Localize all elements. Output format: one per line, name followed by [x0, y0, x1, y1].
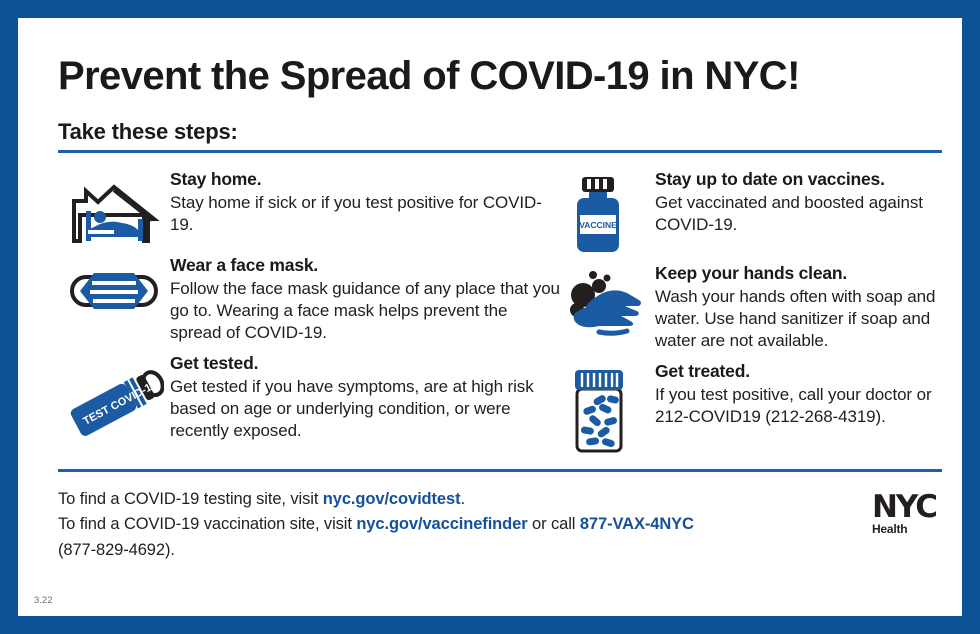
steps-columns [58, 169, 948, 463]
step-body: Follow the face mask guidance of any place that you go to. Wearing a face mask helps prevent the spread of COVID-19. [170, 278, 560, 343]
step-title: Keep your hands clean. [655, 263, 848, 283]
washing-hands-icon [563, 263, 655, 345]
footer-line1-prefix: To find a COVID-19 testing site, visit [58, 489, 323, 508]
face-mask-icon [58, 255, 170, 321]
step-body: Get vaccinated and boosted against COVID-19. [655, 192, 923, 235]
step-title: Stay home. [170, 169, 262, 189]
poster-content [58, 36, 938, 563]
logo-nyc-text: NYC [871, 488, 936, 525]
step-title: Stay up to date on vaccines. [655, 169, 885, 189]
subheading: Take these steps: [58, 119, 238, 144]
footer-line-phone: (877-829-4692). [58, 540, 175, 559]
step-text [655, 263, 948, 353]
covidtest-link[interactable]: nyc.gov/covidtest [322, 489, 461, 508]
step-text [170, 255, 563, 345]
footer-line-vaccination [58, 512, 694, 538]
step-body: Get tested if you have symptoms, are at high risk based on age or underlying condition, or were recently exposed. [170, 376, 534, 441]
step-title: Get treated. [655, 360, 750, 381]
vax-phone-number[interactable]: 877-VAX-4NYC [579, 515, 694, 534]
subheading-divider [58, 150, 942, 153]
footer-line2-prefix: To find a COVID-19 vaccination site, visit [58, 515, 357, 534]
vaccinefinder-link[interactable]: nyc.gov/vaccinefinder [356, 515, 528, 534]
footer-line-testing [58, 487, 694, 513]
house-bed-icon [58, 169, 170, 247]
footer-line1-suffix: . [460, 489, 465, 508]
step-get-treated [563, 361, 948, 455]
step-stay-home [58, 169, 563, 247]
test-swab-tag-icon [58, 353, 170, 445]
step-text [655, 361, 948, 428]
step-body: Wash your hands often with soap and water. Use hand sanitizer if soap and water are not available. [655, 286, 936, 351]
footer-text [58, 487, 694, 564]
footer-divider [58, 469, 942, 472]
steps-column-left [58, 169, 563, 463]
step-hands-clean [563, 263, 948, 353]
test-tag-label: TEST COVID-19 [81, 378, 160, 428]
vaccine-label: VACCINE [579, 220, 617, 230]
footer [58, 487, 942, 564]
step-text [655, 169, 948, 236]
poster-card [18, 18, 962, 616]
logo-health-text: Health [871, 522, 908, 537]
step-body: If you test positive, call your doctor or 212-COVID19 (212-268-4319). [655, 384, 932, 426]
nyc-health-logo [871, 488, 936, 537]
vaccine-vial-icon [563, 169, 655, 255]
step-vaccines [563, 169, 948, 255]
pill-bottle-icon [563, 361, 655, 455]
step-body: Stay home if sick or if you test positive for COVID-19. [170, 192, 542, 235]
step-title: Get tested. [170, 352, 259, 373]
page-title: Prevent the Spread of COVID-19 in NYC! [58, 54, 800, 98]
version-number: 3.22 [34, 595, 53, 606]
step-title: Wear a face mask. [170, 255, 319, 275]
footer-line2-mid: or call [527, 515, 580, 534]
step-get-tested [58, 353, 563, 445]
step-text [170, 353, 563, 443]
step-text [170, 169, 563, 236]
steps-column-right [563, 169, 948, 463]
step-wear-mask [58, 255, 563, 345]
